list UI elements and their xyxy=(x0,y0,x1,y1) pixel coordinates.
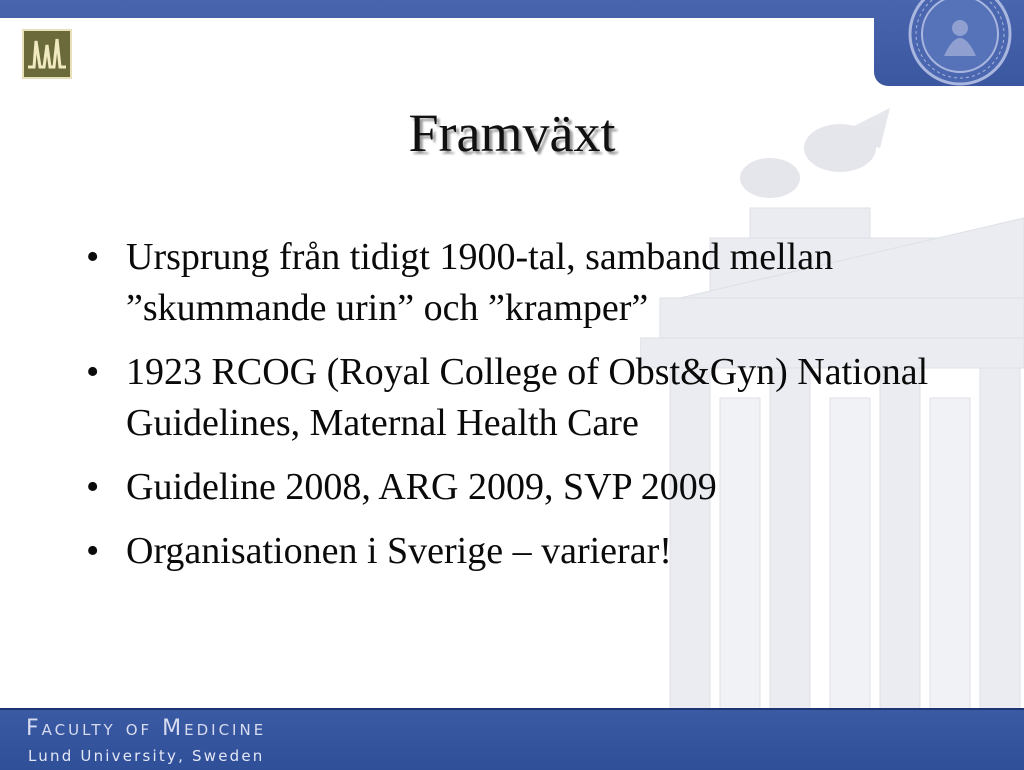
faculty-name: Faculty of Medicine xyxy=(26,716,267,741)
bullet-item xyxy=(86,526,966,577)
bullet-text: 1923 RCOG (Royal College of Obst&Gyn) National Guidelines, Maternal Health Care xyxy=(126,351,929,444)
bullet-text: Ursprung från tidigt 1900-tal, samband mellan ”skummande urin” och ”kramper” xyxy=(126,236,834,329)
bullet-item xyxy=(86,462,966,513)
faculty-logo-icon xyxy=(22,29,72,79)
bullet-text: Organisationen i Sverige – varierar! xyxy=(126,530,672,572)
university-name: Lund University, Sweden xyxy=(28,747,265,765)
bullet-marker: • xyxy=(86,236,100,278)
bullet-marker: • xyxy=(86,466,100,508)
bullet-marker: • xyxy=(86,530,100,572)
bullet-marker: • xyxy=(86,351,100,393)
slide-title: Framväxt xyxy=(408,103,616,163)
university-seal-icon xyxy=(906,0,1014,88)
bullet-item xyxy=(86,347,966,449)
bullet-item xyxy=(86,232,966,334)
bullet-text: Guideline 2008, ARG 2009, SVP 2009 xyxy=(126,466,717,508)
bullet-list xyxy=(86,232,966,590)
footer-band xyxy=(0,708,1024,770)
